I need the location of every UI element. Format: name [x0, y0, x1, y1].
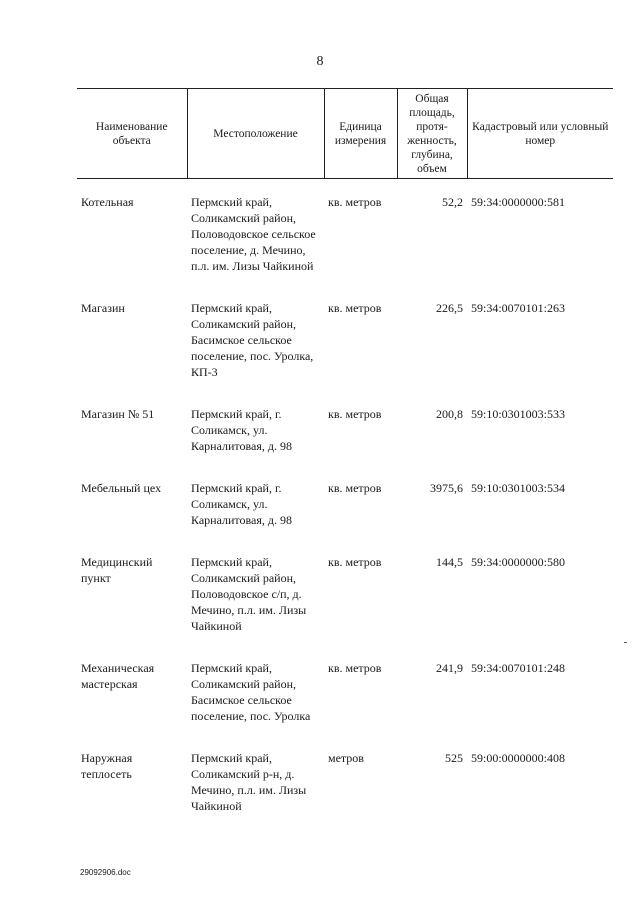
cell-area: 525	[445, 751, 463, 765]
cell-location: Пермский край, Соликамский р-н, д. Мечино, п.л. им. Лизы Чайкиной	[191, 751, 307, 813]
cell-location: Пермский край, Соликамский район, Половодовское с/п, д. Мечино, п.л. им. Лизы Чайкиной	[191, 555, 307, 633]
table-row	[77, 480, 613, 554]
cell-unit: кв. метров	[328, 661, 382, 675]
cell-unit: кв. метров	[328, 301, 382, 315]
cell-unit: кв. метров	[328, 195, 382, 209]
cell-name: Медицинский пункт	[81, 555, 153, 585]
cell-area: 200,8	[436, 407, 463, 421]
cell-unit: кв. метров	[328, 481, 382, 495]
header-area: Общая площадь, протя-женность, глубина, объем	[397, 89, 467, 179]
footer-filename: 29092906.doc	[80, 868, 131, 877]
cell-name: Механическая мастерская	[81, 661, 155, 691]
page-number: 8	[316, 54, 324, 69]
cell-unit: метров	[328, 751, 364, 765]
cell-location: Пермский край, Соликамский район, Басимское сельское поселение, пос. Уролка	[191, 661, 311, 723]
header-cadastral: Кадастровый или условный номер	[467, 89, 613, 179]
property-table	[77, 88, 613, 840]
cell-name: Наружная теплосеть	[81, 751, 133, 781]
cell-name: Магазин № 51	[81, 407, 155, 421]
table-row	[77, 300, 613, 406]
header-name: Наименование объекта	[77, 89, 187, 179]
cell-location: Пермский край, г. Соликамск, ул. Карналитовая, д. 98	[191, 407, 292, 453]
table-row	[77, 406, 613, 480]
cell-name: Магазин	[81, 301, 125, 315]
cell-cadastral: 59:34:0000000:580	[471, 555, 566, 569]
cell-cadastral: 59:00:0000000:408	[471, 751, 566, 765]
table-row	[77, 554, 613, 660]
cell-unit: кв. метров	[328, 407, 382, 421]
cell-cadastral: 59:34:0070101:263	[471, 301, 566, 315]
cell-location: Пермский край, Соликамский район, Басимское сельское поселение, пос. Уролка, КП-3	[191, 301, 314, 379]
table-row	[77, 750, 613, 840]
cell-cadastral: 59:34:0070101:248	[471, 661, 566, 675]
cell-unit: кв. метров	[328, 555, 382, 569]
cell-area: 52,2	[442, 195, 463, 209]
header-unit: Единица измерения	[324, 89, 397, 179]
cell-area: 3975,6	[430, 481, 463, 495]
table-header	[77, 89, 613, 179]
cell-area: 241,9	[436, 661, 463, 675]
margin-mark	[624, 642, 627, 643]
cell-cadastral: 59:10:0301003:534	[471, 481, 566, 495]
table-row	[77, 660, 613, 750]
table-row	[77, 194, 613, 300]
cell-area: 226,5	[436, 301, 463, 315]
cell-name: Котельная	[81, 195, 134, 209]
cell-name: Мебельный цех	[81, 481, 162, 495]
header-location: Местоположение	[187, 89, 324, 179]
cell-cadastral: 59:34:0000000:581	[471, 195, 566, 209]
cell-location: Пермский край, г. Соликамск, ул. Карналитовая, д. 98	[191, 481, 292, 527]
cell-cadastral: 59:10:0301003:533	[471, 407, 566, 421]
cell-location: Пермский край, Соликамский район, Половодовское сельское поселение, д. Мечино, п.л. им. Лизы Чайкиной	[191, 195, 316, 273]
table-body	[77, 179, 613, 841]
cell-area: 144,5	[436, 555, 463, 569]
